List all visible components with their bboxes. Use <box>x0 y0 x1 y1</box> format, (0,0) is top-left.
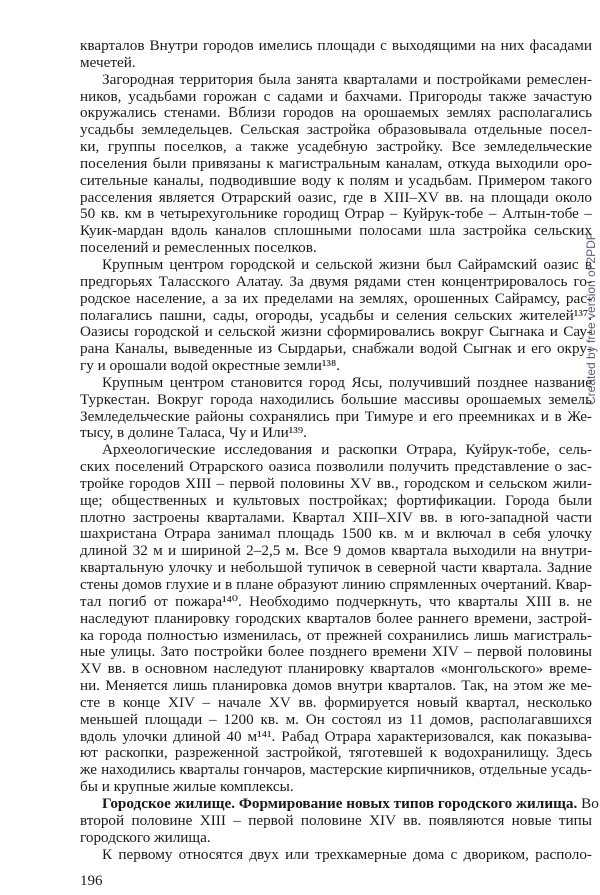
text-line <box>80 543 592 560</box>
line-text: полагались пашни, сады, огороды, усадьбы и селения сельских жителей¹³⁷. <box>80 306 592 324</box>
line-text: ки, группы поселков, а также усадебную застройку. Все земледельческие <box>80 138 592 156</box>
line-text: квартальную улочку и небольшой тупичок в северной части квартала. Задние <box>80 559 592 577</box>
line-text: кварталов Внутри городов имелись площади с выходящими на них фасадами <box>80 37 592 54</box>
text-line <box>80 324 592 341</box>
line-text: ни. Меняется лишь планировка домов внутри кварталов. Так, на этом же ме- <box>80 677 592 695</box>
text-line <box>80 341 592 358</box>
line-text: городского жилища. <box>80 828 211 846</box>
line-text: расселения является Отрарский оазис, где в XIII–XV вв. на площади около <box>80 188 592 206</box>
line-text: Куик-мардан вдоль каналов сплошными полосами шла застройка сельских <box>80 222 592 240</box>
line-text: 50 кв. км в четырехугольнике городищ Отрар – Куйрук-тобе – Алтын-тобе – <box>80 205 592 223</box>
text-line <box>80 745 592 762</box>
text-line <box>80 392 592 409</box>
line-text: гу и орошали водой окрестные земли¹³⁸. <box>80 357 341 375</box>
line-text: наследуют планировку городских кварталов более раннего времени, застрой- <box>80 609 592 627</box>
line-text: ные улицы. Зато постройки более позднего времени XIV – первой половины <box>80 643 592 661</box>
text-line <box>80 206 592 223</box>
line-text: Крупным центром становится город Ясы, получивший позднее название <box>102 373 592 391</box>
text-line <box>80 510 592 527</box>
line-text: же находились кварталы гончаров, мастерские кирпичников, отдельные усадь- <box>80 761 592 779</box>
text-line <box>80 560 592 577</box>
line-text: ка города полностью изменилась, от прежней сохранились лишь магистраль- <box>80 626 592 644</box>
text-line <box>80 526 592 543</box>
text-line <box>80 55 592 72</box>
text-line <box>80 173 592 190</box>
text-line <box>80 678 592 695</box>
text-line <box>80 476 592 493</box>
text-line <box>80 762 592 779</box>
line-text: ще; общественных и культовых постройках; фортификации. Города были <box>80 491 592 509</box>
line-text: плотно застроены кварталами. Квартал XIII–XIV вв. в юго-западной части <box>80 508 592 526</box>
line-text: Загородная территория была занята кварталами и постройками ремеслен- <box>102 70 592 88</box>
text-line <box>80 442 592 459</box>
text-line <box>80 695 592 712</box>
line-text: К первому относятся двух или трехкамерные дома с двориком, располо- <box>102 845 592 863</box>
text-line <box>80 611 592 628</box>
text-line <box>80 813 592 830</box>
text-line <box>80 358 592 375</box>
line-text: поселения были привязаны к магистральным каналам, откуда выходили оро- <box>80 154 592 172</box>
text-line <box>80 794 599 813</box>
text-line <box>80 89 592 106</box>
line-text: XV вв. в основном наследуют планировку кварталов «монгольского» време- <box>80 660 592 678</box>
line-text: тройке городов XIII – первой половины XV вв., городском и сельском жили- <box>80 474 592 492</box>
text-line <box>80 729 592 746</box>
text-line <box>80 223 592 240</box>
line-text: второй половине XIII – первой половине XIV вв. появляются новые типы <box>80 811 592 829</box>
line-text: ских поселений Отрарского оазиса позволили получить представление о зас- <box>80 458 592 476</box>
line-text: Во <box>577 794 599 812</box>
line-text: ников, усадьбами горожан с садами и бахчами. Пригороды также зачастую <box>80 87 592 105</box>
text-line <box>80 190 592 207</box>
line-text: рана Каналы, выведенные из Сырдарьи, снабжали водой Сыгнак и его окру- <box>80 340 592 358</box>
line-text: сительные каналы, подводившие воду к полям и усадьбам. Примером такого <box>80 171 592 189</box>
line-text: ют раскопки, разреженной застройкой, тяготевшей к водохранилищу. Здесь <box>80 744 592 762</box>
line-text: меньшей площади – 1200 кв. м. Он состоял из 11 домов, располагавшихся <box>80 710 592 728</box>
line-text: Туркестан. Вокруг города находились большие массивы орошаемых земель <box>80 390 592 408</box>
text-line <box>80 105 592 122</box>
text-line <box>80 409 592 426</box>
text-line <box>80 661 592 678</box>
text-line <box>80 712 592 729</box>
text-line <box>80 459 592 476</box>
line-text: Оазисы городской и сельской жизни сформировались вокруг Сыгнака и Сау- <box>80 323 592 341</box>
text-line <box>80 291 592 308</box>
text-line <box>80 644 592 661</box>
page-body-text <box>80 37 599 863</box>
line-text: родское население, а за их пределами на землях, орошенных Сайрамсу, рас- <box>80 289 592 307</box>
line-text: поселений и ремесленных поселков. <box>80 239 317 257</box>
text-line <box>80 425 592 442</box>
text-line <box>80 628 592 645</box>
watermark: Created by free version of 2PDF <box>584 232 598 405</box>
line-text: тал погиб от пожара¹⁴⁰. Необходимо подчеркнуть, что кварталы XIII в. не <box>80 592 592 610</box>
text-line <box>80 594 592 611</box>
text-line <box>80 257 592 274</box>
text-line <box>80 72 592 89</box>
line-text: предгорьях Таласского Алатау. За двумя рядами стен концентрировалось го- <box>80 272 592 290</box>
text-line <box>80 240 592 257</box>
line-text: бы и крупные жилые комплексы. <box>80 778 294 796</box>
section-heading: Городское жилище. Формирование новых типов городского жилища. <box>102 794 578 812</box>
line-text: длиной 32 м и шириной 2–2,5 м. Все 9 домов квартала выходили на внутри- <box>80 542 592 560</box>
text-line <box>80 493 592 510</box>
line-text: усадьбы земледельцев. Сельская застройка образовывала отдельные посел- <box>80 121 592 139</box>
line-text: шахристана Отрара занимал площадь 1500 кв. м и включал в себя улочку <box>80 525 592 543</box>
line-text: мечетей. <box>80 53 136 71</box>
line-text: Земледельческие районы сохранялись при Тимуре и его преемниках и в Же- <box>80 407 592 425</box>
text-line <box>80 274 592 291</box>
page-number: 196 <box>80 873 103 889</box>
text-line <box>80 577 592 594</box>
text-line <box>80 38 592 55</box>
text-line <box>80 375 592 392</box>
text-line <box>80 779 592 796</box>
line-text: сте в конце XIV – начале XV вв. формируется новый квартал, несколько <box>80 693 592 711</box>
line-text: вдоль улочки длиной 40 м¹⁴¹. Рабад Отрара характеризовался, как показыва- <box>80 727 592 745</box>
line-text: Археологические исследования и раскопки Отрара, Куйрук-тобе, сель- <box>102 441 592 459</box>
line-text: окружались стенами. Вблизи городов на орошаемых землях располагались <box>80 104 592 122</box>
text-line <box>80 308 592 325</box>
line-text: стены домов глухие и в плане образуют линию спрямленных очертаний. Квар- <box>80 576 592 593</box>
text-line <box>80 847 592 864</box>
text-line <box>80 156 592 173</box>
line-text: Крупным центром городской и сельской жизни был Сайрамский оазис в <box>102 255 592 273</box>
text-line <box>80 122 592 139</box>
line-text: тысу, в долине Таласа, Чу и Или¹³⁹. <box>80 424 307 442</box>
text-line <box>80 830 592 847</box>
text-line <box>80 139 592 156</box>
